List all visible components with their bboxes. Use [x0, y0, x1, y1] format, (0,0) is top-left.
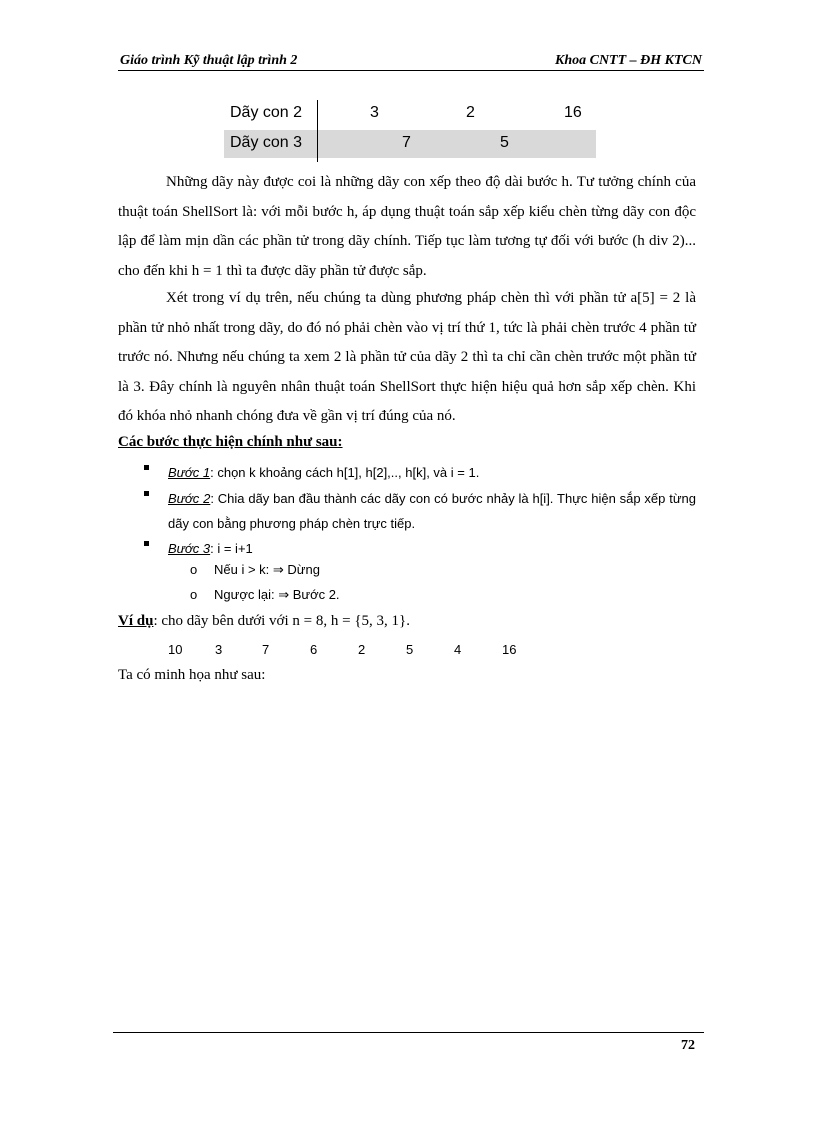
substep-text: Ngược lại: ⇒ Bước 2. — [214, 587, 340, 602]
sequence-value: 2 — [358, 642, 366, 657]
bullet-square-icon — [144, 491, 149, 496]
table-cell: 5 — [500, 134, 509, 151]
sequence-value: 5 — [406, 642, 414, 657]
table-cell: 2 — [466, 104, 475, 121]
example-label: Ví dụ — [118, 613, 154, 629]
sequence-value: 10 — [168, 642, 183, 657]
section-title-colon: : — [337, 434, 343, 450]
section-title — [118, 434, 343, 451]
bullet-square-icon — [144, 541, 149, 546]
bullet-square-icon — [144, 465, 149, 470]
sequence-value: 4 — [454, 642, 462, 657]
step-label: Bước 1 — [168, 465, 211, 480]
step-text: : Chia dãy ban đầu thành các dãy con có bước nhảy là h[i]. Thực hiện sắp xếp từng dãy con bằng phương pháp chèn trực tiếp. — [168, 491, 696, 531]
table-divider — [317, 100, 318, 162]
sequence-value: 6 — [310, 642, 318, 657]
sequence-value: 7 — [262, 642, 270, 657]
closing-text: Ta có minh họa như sau: — [118, 667, 266, 683]
header-faculty: Khoa CNTT – ĐH KTCN — [554, 53, 702, 68]
row-label: Dãy con 2 — [230, 104, 303, 121]
table-cell: 3 — [370, 104, 379, 121]
example-line — [118, 613, 410, 630]
circle-bullet-icon: o — [190, 587, 198, 602]
paragraph: Những dãy này được coi là những dãy con xếp theo độ dài bước h. Tư tưởng chính của thuật toán ShellSort là: với mỗi bước h, áp dụng thuật toán sắp xếp kiểu chèn từng dãy con độc lập để làm mịn dần các phần tử trong dãy chính. Tiếp tục làm tương tự đối với bước (h div 2)... cho đến khi h = 1 thì ta được dãy phần tử được sắp. — [118, 174, 696, 279]
section-title-text: Các bước thực hiện chính như sau — [118, 434, 338, 450]
header-course-title: Giáo trình Kỹ thuật lập trình 2 — [120, 53, 298, 68]
step-text: : i = i+1 — [210, 541, 253, 556]
table-cell: 16 — [564, 104, 582, 121]
paragraph: Xét trong ví dụ trên, nếu chúng ta dùng phương pháp chèn thì với phần tử a[5] = 2 là phần tử nhỏ nhất trong dãy, do đó nó phải chèn vào vị trí thứ 1, tức là phải chèn trước 4 phần tử trước nó. Nhưng nếu chúng ta xem 2 là phần tử của dãy 2 thì ta chỉ cần chèn trước một phần tử là 3. Đây chính là nguyên nhân thuật toán ShellSort thực hiện hiệu quả hơn sắp xếp chèn. Khi đó khóa nhỏ nhanh chóng đưa về gần vị trí đúng của nó. — [118, 290, 696, 424]
table-row — [224, 130, 596, 158]
substep-text: Nếu i > k: ⇒ Dừng — [214, 562, 320, 577]
table-row — [224, 100, 596, 128]
table-cell: 7 — [402, 134, 411, 151]
circle-bullet-icon: o — [190, 562, 198, 577]
sequence-value: 3 — [215, 642, 223, 657]
example-text: : cho dãy bên dưới với n = 8, h = {5, 3, 1}. — [153, 613, 410, 629]
footer-divider — [113, 1032, 704, 1033]
row-label: Dãy con 3 — [230, 134, 303, 151]
step-label: Bước 2 — [168, 491, 211, 506]
step-text: : chọn k khoảng cách h[1], h[2],.., h[k], và i = 1. — [210, 465, 480, 480]
page-header — [118, 52, 704, 71]
step-label: Bước 3 — [168, 541, 211, 556]
sequence-value: 16 — [502, 642, 517, 657]
subsequence-table — [224, 100, 596, 162]
page-number: 72 — [681, 1038, 695, 1053]
